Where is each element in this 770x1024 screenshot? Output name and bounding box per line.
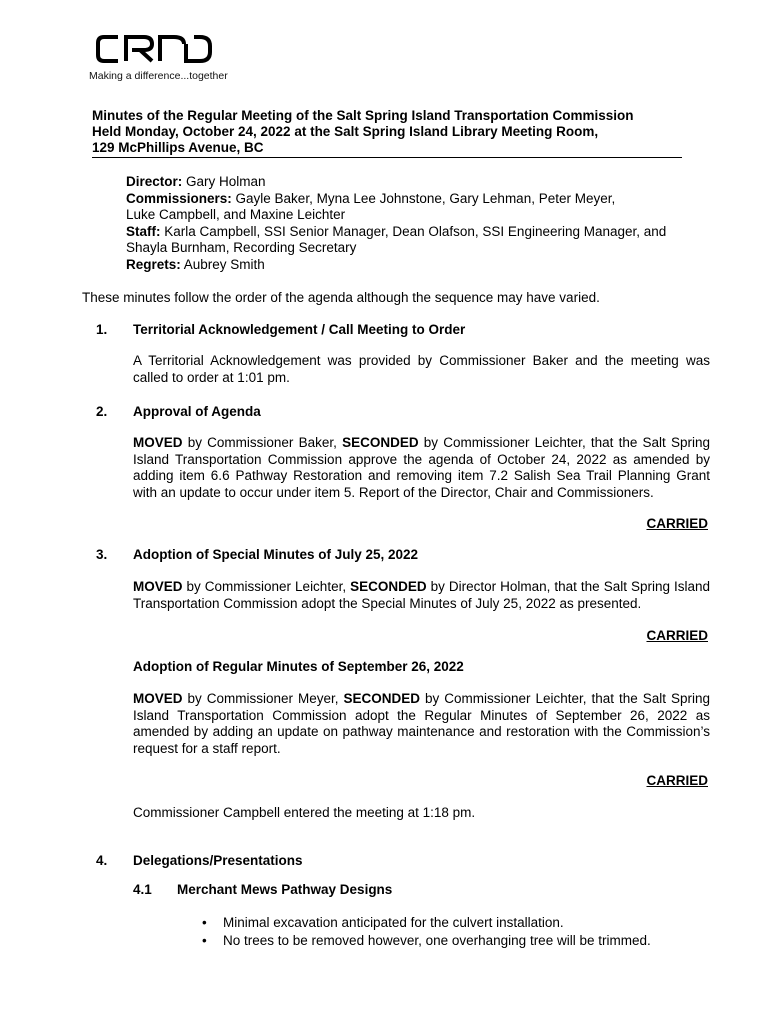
director-label: Director: bbox=[126, 174, 183, 189]
director-name: Gary Holman bbox=[182, 174, 266, 189]
bullet-icon: • bbox=[202, 915, 207, 930]
motion-paragraph bbox=[133, 579, 710, 612]
staff-names: Karla Campbell, SSI Senior Manager, Dean Olafson, SSI Engineering Manager, and bbox=[160, 223, 667, 239]
seconded-label: SECONDED bbox=[350, 579, 427, 594]
section-number: 1. bbox=[96, 322, 108, 337]
motion-text: by Commissioner Leichter, that the Salt Spring Island Transportation Commission adopt the Regular Minutes of September 26, 2022 as amended by adding an update on pathway maintenance and restoration with the Commission’s request for a staff report. bbox=[133, 691, 710, 756]
agenda-note: These minutes follow the order of the agenda although the sequence may have varied. bbox=[82, 290, 600, 305]
carried-label: CARRIED bbox=[646, 516, 708, 531]
section-heading: Approval of Agenda bbox=[133, 404, 261, 419]
regrets-names: Aubrey Smith bbox=[180, 256, 265, 272]
moved-label: MOVED bbox=[133, 691, 183, 706]
list-item bbox=[202, 915, 702, 931]
section-heading: Delegations/Presentations bbox=[133, 853, 303, 868]
bullet-icon: • bbox=[202, 933, 207, 948]
section-number: 2. bbox=[96, 404, 108, 419]
subsection-heading: Adoption of Regular Minutes of September 26, 2022 bbox=[133, 659, 464, 674]
section-heading: Adoption of Special Minutes of July 25, 2022 bbox=[133, 547, 419, 562]
commissioners-line bbox=[126, 191, 696, 208]
title-line: Minutes of the Regular Meeting of the Salt Spring Island Transportation Commission bbox=[92, 108, 634, 123]
seconded-label: SECONDED bbox=[343, 691, 420, 706]
carried-label: CARRIED bbox=[646, 773, 708, 788]
motion-text: by Commissioner Leichter, that the Salt Spring Island Transportation Commission approve the agenda of October 24, 2022 as amended by adding item 6.6 Pathway Restoration and removing item 7.2 Salish Sea Trail Planning Grant with an update to occur under item 5. Report of the Director, Chair and Commissioners. bbox=[133, 435, 710, 500]
director-line bbox=[126, 174, 696, 191]
commissioners-line-2: Luke Campbell, and Maxine Leichter bbox=[126, 207, 346, 222]
motion-paragraph bbox=[133, 435, 710, 501]
subsection-heading: Merchant Mews Pathway Designs bbox=[177, 882, 393, 897]
motion-text: by Commissioner Meyer, bbox=[182, 691, 344, 706]
section-number: 3. bbox=[96, 547, 108, 562]
document-title bbox=[92, 108, 692, 156]
list-item-text: No trees to be removed however, one overhanging tree will be trimmed. bbox=[223, 933, 651, 948]
staff-label: Staff: bbox=[126, 223, 161, 239]
title-line: Held Monday, October 24, 2022 at the Salt Spring Island Library Meeting Room, bbox=[92, 124, 599, 139]
motion-paragraph bbox=[133, 691, 710, 757]
title-divider bbox=[92, 157, 682, 158]
commissioners-label: Commissioners: bbox=[126, 190, 232, 206]
commissioners-names: Gayle Baker, Myna Lee Johnstone, Gary Lehman, Peter Meyer, bbox=[231, 190, 616, 206]
crd-logo bbox=[96, 34, 216, 64]
seconded-label: SECONDED bbox=[342, 435, 419, 450]
subsection-number: 4.1 bbox=[133, 882, 152, 897]
moved-label: MOVED bbox=[133, 435, 183, 450]
staff-line bbox=[126, 224, 696, 241]
motion-text: by Commissioner Leichter, bbox=[182, 579, 351, 594]
title-line: 129 McPhillips Avenue, BC bbox=[92, 140, 264, 155]
list-item-text: Minimal excavation anticipated for the culvert installation. bbox=[223, 915, 564, 930]
regrets-label: Regrets: bbox=[126, 256, 181, 272]
carried-label: CARRIED bbox=[646, 628, 708, 643]
list-item bbox=[202, 933, 702, 949]
regrets-line bbox=[126, 257, 696, 274]
motion-text: by Director Holman, that the Salt Spring Island Transportation Commission adopt the Special Minutes of July 25, 2022 as presented. bbox=[133, 579, 711, 611]
section-heading: Territorial Acknowledgement / Call Meeting to Order bbox=[133, 322, 466, 337]
moved-label: MOVED bbox=[133, 579, 183, 594]
attendance-block bbox=[126, 174, 696, 273]
attendance-note: Commissioner Campbell entered the meeting at 1:18 pm. bbox=[133, 805, 476, 820]
section-number: 4. bbox=[96, 853, 108, 868]
staff-line-2: Shayla Burnham, Recording Secretary bbox=[126, 240, 357, 255]
motion-text: by Commissioner Baker, bbox=[182, 435, 343, 450]
section-paragraph: A Territorial Acknowledgement was provided by Commissioner Baker and the meeting was called to order at 1:01 pm. bbox=[133, 353, 710, 385]
logo-tagline: Making a difference...together bbox=[89, 70, 228, 82]
